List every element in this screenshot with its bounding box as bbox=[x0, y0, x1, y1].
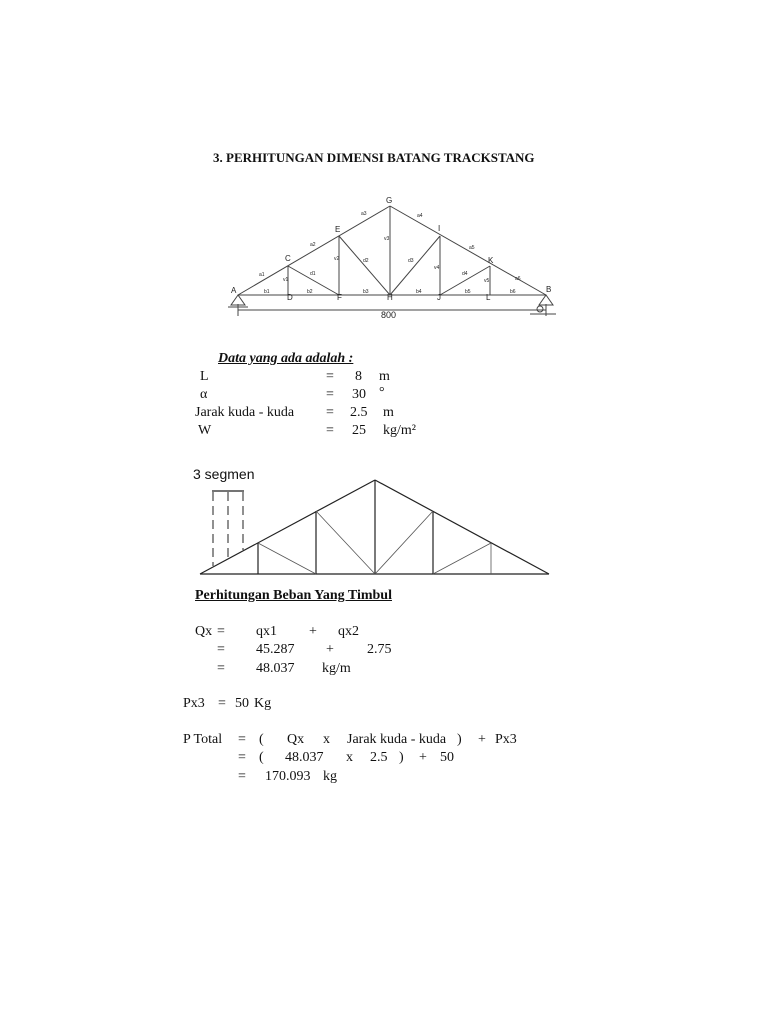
ptotal-result: 170.093 bbox=[265, 769, 311, 784]
member-label-d3: d3 bbox=[408, 258, 414, 264]
ptotal-term-a: 48.037 bbox=[285, 750, 324, 765]
node-label-f: F bbox=[337, 293, 342, 302]
data-value: 8 bbox=[355, 369, 362, 384]
qx-term-a: 45.287 bbox=[256, 642, 295, 657]
segment-label: 3 segmen bbox=[193, 466, 255, 482]
px3-eq: = bbox=[218, 696, 226, 711]
ptotal-times: x bbox=[346, 750, 353, 765]
member-label-a6: a6 bbox=[515, 276, 521, 282]
node-label-j: J bbox=[437, 293, 441, 302]
node-label-c: C bbox=[285, 254, 291, 263]
member-label-d1: d1 bbox=[310, 271, 316, 277]
data-unit: m bbox=[379, 369, 390, 384]
qx-eq: = bbox=[217, 661, 225, 676]
member-label-b4: b4 bbox=[416, 289, 422, 295]
ptotal-eq: = bbox=[238, 732, 246, 747]
node-label-h: H bbox=[387, 293, 393, 302]
ptotal-unit: kg bbox=[323, 769, 337, 784]
member-label-b6: b6 bbox=[510, 289, 516, 295]
member-label-a5: a5 bbox=[469, 245, 475, 251]
qx-eq: = bbox=[217, 624, 225, 639]
ptotal-label: P Total bbox=[183, 732, 223, 747]
member-label-a2: a2 bbox=[310, 242, 316, 248]
member-label-v5: v5 bbox=[484, 278, 490, 284]
member-label-d4: d4 bbox=[462, 271, 468, 277]
qx-eq: = bbox=[217, 642, 225, 657]
px3-unit: Kg bbox=[254, 696, 272, 711]
ptotal-plus: + bbox=[419, 750, 427, 765]
member-label-b3: b3 bbox=[363, 289, 369, 295]
data-eq: = bbox=[326, 405, 334, 420]
data-label: α bbox=[200, 387, 208, 402]
node-label-b: B bbox=[546, 285, 552, 294]
node-label-k: K bbox=[488, 256, 494, 265]
node-label-a: A bbox=[231, 286, 237, 295]
span-dimension-label: 800 bbox=[381, 310, 397, 320]
data-unit: m bbox=[383, 405, 394, 420]
qx-term-b: qx2 bbox=[338, 624, 359, 639]
qx-op: + bbox=[326, 642, 334, 657]
ptotal-term-c: Px3 bbox=[495, 732, 517, 747]
data-unit: ° bbox=[379, 385, 385, 400]
data-label: Jarak kuda - kuda bbox=[195, 405, 295, 420]
data-label: L bbox=[200, 369, 209, 384]
node-label-l: L bbox=[486, 293, 491, 302]
qx-unit: kg/m bbox=[322, 661, 351, 676]
data-value: 2.5 bbox=[350, 405, 368, 420]
qx-term-a: qx1 bbox=[256, 624, 277, 639]
ptotal-close-paren: ) bbox=[399, 750, 404, 765]
member-label-v4: v4 bbox=[434, 265, 440, 271]
data-eq: = bbox=[326, 369, 334, 384]
data-unit: kg/m² bbox=[383, 423, 416, 438]
member-label-v1: v1 bbox=[283, 277, 289, 283]
px3-value: 50 bbox=[235, 696, 249, 711]
data-heading: Data yang ada adalah : bbox=[218, 351, 354, 366]
node-label-i: I bbox=[438, 224, 441, 233]
qx-result: 48.037 bbox=[256, 661, 295, 676]
qx-label: Qx bbox=[195, 624, 213, 639]
node-label-e: E bbox=[335, 225, 341, 234]
member-label-b5: b5 bbox=[465, 289, 471, 295]
ptotal-term-b: 2.5 bbox=[370, 750, 388, 765]
ptotal-open-paren: ( bbox=[259, 732, 264, 747]
member-label-v3: v3 bbox=[384, 236, 390, 242]
data-value: 30 bbox=[352, 387, 366, 402]
qx-term-b: 2.75 bbox=[367, 642, 392, 657]
truss-diagram bbox=[225, 190, 560, 330]
px3-label: Px3 bbox=[183, 696, 205, 711]
ptotal-term-a: Qx bbox=[287, 732, 305, 747]
data-label: W bbox=[198, 423, 212, 438]
member-label-b1: b1 bbox=[264, 289, 270, 295]
data-eq: = bbox=[326, 423, 334, 438]
calc-heading: Perhitungan Beban Yang Timbul bbox=[195, 588, 392, 603]
member-label-a1: a1 bbox=[259, 272, 265, 278]
node-label-g: G bbox=[386, 196, 393, 205]
qx-op: + bbox=[309, 624, 317, 639]
data-value: 25 bbox=[352, 423, 366, 438]
ptotal-close-paren: ) bbox=[457, 732, 462, 747]
ptotal-eq: = bbox=[238, 769, 246, 784]
ptotal-term-c: 50 bbox=[440, 750, 454, 765]
ptotal-times: x bbox=[323, 732, 330, 747]
member-label-a4: a4 bbox=[417, 213, 423, 219]
node-label-d: D bbox=[287, 293, 293, 302]
member-label-d2: d2 bbox=[363, 258, 369, 264]
segment-truss-diagram bbox=[195, 475, 555, 580]
ptotal-plus: + bbox=[478, 732, 486, 747]
member-label-a3: a3 bbox=[361, 211, 367, 217]
member-label-v2: v2 bbox=[334, 256, 340, 262]
page-title: 3. PERHITUNGAN DIMENSI BATANG TRACKSTANG bbox=[213, 150, 535, 165]
ptotal-term-b: Jarak kuda - kuda bbox=[347, 732, 447, 747]
ptotal-open-paren: ( bbox=[259, 750, 264, 765]
member-label-b2: b2 bbox=[307, 289, 313, 295]
data-eq: = bbox=[326, 387, 334, 402]
ptotal-eq: = bbox=[238, 750, 246, 765]
